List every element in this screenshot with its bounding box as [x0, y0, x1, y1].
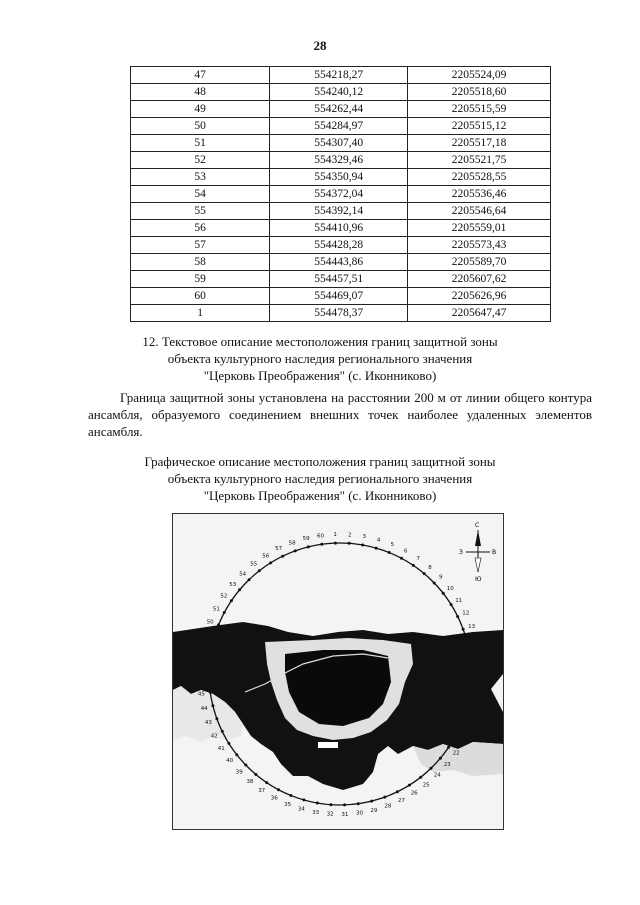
- boundary-point-label: 52: [220, 593, 228, 600]
- y-coordinate-cell: 2205515,59: [408, 101, 551, 118]
- x-coordinate-cell: 554443,86: [270, 254, 408, 271]
- x-coordinate-cell: 554329,46: [270, 152, 408, 169]
- boundary-point-label: 7: [416, 555, 421, 562]
- table-row: [131, 152, 551, 169]
- boundary-point-marker: [289, 794, 292, 797]
- boundary-point-label: 10: [446, 585, 454, 592]
- point-number-cell: 59: [131, 271, 270, 288]
- boundary-point-label: 30: [356, 810, 363, 817]
- boundary-point-marker: [375, 547, 378, 550]
- point-number-cell: 49: [131, 101, 270, 118]
- boundary-point-marker: [442, 592, 445, 595]
- boundary-point-label: 2: [348, 532, 352, 539]
- x-coordinate-cell: 554457,51: [270, 271, 408, 288]
- boundary-point-label: 3: [362, 534, 367, 541]
- table-row: [131, 305, 551, 322]
- boundary-point-label: 14: [472, 638, 480, 645]
- boundary-point-marker: [468, 695, 471, 698]
- boundary-point-label: 53: [229, 582, 237, 588]
- x-coordinate-cell: 554469,07: [270, 288, 408, 305]
- church-marker: [318, 742, 338, 748]
- boundary-point-marker: [223, 611, 226, 614]
- point-number-cell: 54: [131, 186, 270, 203]
- boundary-point-marker: [221, 730, 224, 733]
- boundary-map: [172, 513, 504, 830]
- boundary-point-label: 26: [410, 790, 418, 797]
- boundary-point-marker: [215, 717, 218, 720]
- boundary-point-marker: [307, 545, 310, 548]
- x-coordinate-cell: 554240,12: [270, 84, 408, 101]
- table-row: [131, 254, 551, 271]
- boundary-point-label: 24: [433, 772, 441, 779]
- boundary-point-marker: [343, 803, 346, 806]
- boundary-point-marker: [361, 544, 364, 547]
- boundary-point-label: 48: [198, 647, 206, 654]
- table-row: [131, 135, 551, 152]
- x-coordinate-cell: 554410,96: [270, 220, 408, 237]
- y-coordinate-cell: 2205559,01: [408, 220, 551, 237]
- boundary-point-label: 57: [275, 546, 283, 553]
- boundary-point-marker: [464, 709, 467, 712]
- compass-west-label: З: [459, 549, 463, 556]
- x-coordinate-cell: 554350,94: [270, 169, 408, 186]
- boundary-point-label: 40: [226, 758, 234, 765]
- boundary-point-marker: [454, 734, 457, 737]
- boundary-point-marker: [412, 564, 415, 567]
- point-number-cell: 58: [131, 254, 270, 271]
- boundary-point-label: 49: [201, 633, 209, 640]
- boundary-point-label: 50: [206, 619, 214, 626]
- graphic-description-heading: [0, 453, 640, 504]
- boundary-point-label: 28: [384, 803, 392, 810]
- boundary-point-marker: [209, 691, 212, 694]
- boundary-paragraph: [88, 389, 592, 440]
- boundary-paragraph-text: Граница защитной зоны установлена на расстоянии 200 м от линии общего контура ансамбля, образуемого соединением внешних точек наиболее удаленных элементов ансамбля.: [88, 390, 592, 439]
- x-coordinate-cell: 554428,28: [270, 237, 408, 254]
- compass-east-label: В: [492, 549, 497, 556]
- point-number-cell: 52: [131, 152, 270, 169]
- boundary-point-marker: [329, 803, 332, 806]
- point-number-cell: 1: [131, 305, 270, 322]
- point-number-cell: 60: [131, 288, 270, 305]
- boundary-point-marker: [294, 549, 297, 552]
- point-number-cell: 55: [131, 203, 270, 220]
- boundary-point-label: 29: [370, 807, 378, 814]
- boundary-point-marker: [370, 800, 373, 803]
- table-row: [131, 186, 551, 203]
- boundary-point-marker: [400, 557, 403, 560]
- boundary-point-label: 13: [468, 624, 476, 631]
- boundary-point-marker: [254, 773, 257, 776]
- boundary-point-marker: [383, 796, 386, 799]
- boundary-point-label: 47: [196, 662, 204, 669]
- boundary-point-label: 11: [455, 597, 463, 604]
- boundary-point-label: 8: [428, 564, 432, 571]
- boundary-point-label: 42: [210, 733, 218, 740]
- y-coordinate-cell: 2205521,75: [408, 152, 551, 169]
- compass-north-label: С: [475, 522, 480, 529]
- point-number-cell: 48: [131, 84, 270, 101]
- boundary-point-label: 38: [246, 779, 254, 786]
- boundary-point-label: 56: [262, 553, 270, 560]
- text-heading-line-3: "Церковь Преображения" (с. Иконниково): [203, 368, 437, 383]
- boundary-point-marker: [258, 569, 261, 572]
- boundary-point-marker: [468, 654, 471, 657]
- boundary-point-marker: [388, 551, 391, 554]
- point-number-cell: 53: [131, 169, 270, 186]
- boundary-point-marker: [210, 650, 213, 653]
- boundary-point-label: 12: [462, 610, 470, 617]
- boundary-point-marker: [456, 615, 459, 618]
- boundary-point-label: 54: [239, 571, 247, 578]
- boundary-point-label: 36: [270, 795, 278, 802]
- boundary-point-label: 27: [397, 797, 405, 804]
- y-coordinate-cell: 2205536,46: [408, 186, 551, 203]
- table-row: [131, 101, 551, 118]
- table-row: [131, 271, 551, 288]
- boundary-point-marker: [334, 542, 337, 545]
- boundary-point-marker: [277, 788, 280, 791]
- boundary-point-marker: [466, 641, 469, 644]
- point-number-cell: 47: [131, 67, 270, 84]
- x-coordinate-cell: 554307,40: [270, 135, 408, 152]
- graphic-heading-line-3: "Церковь Преображения" (с. Иконниково): [203, 488, 437, 503]
- y-coordinate-cell: 2205573,43: [408, 237, 551, 254]
- y-coordinate-cell: 2205524,09: [408, 67, 551, 84]
- boundary-point-label: 25: [422, 782, 430, 789]
- boundary-point-label: 41: [217, 746, 225, 753]
- y-coordinate-cell: 2205528,55: [408, 169, 551, 186]
- boundary-point-label: 16: [476, 667, 484, 674]
- graphic-heading-line-1: Графическое описание местоположения границ защитной зоны: [144, 454, 496, 469]
- boundary-point-label: 23: [443, 762, 451, 768]
- text-description-heading: [0, 333, 640, 384]
- y-coordinate-cell: 2205546,64: [408, 203, 551, 220]
- boundary-point-marker: [462, 628, 465, 631]
- boundary-point-label: 34: [297, 806, 305, 813]
- boundary-point-marker: [439, 757, 442, 760]
- table-row: [131, 67, 551, 84]
- boundary-point-marker: [265, 781, 268, 784]
- graphic-heading-line-2: объекта культурного наследия регионального значения: [167, 471, 473, 486]
- boundary-point-label: 9: [438, 574, 443, 581]
- boundary-point-marker: [423, 572, 426, 575]
- boundary-point-label: 19: [471, 710, 479, 717]
- boundary-map-svg: [173, 514, 503, 829]
- point-number-cell: 51: [131, 135, 270, 152]
- y-coordinate-cell: 2205518,60: [408, 84, 551, 101]
- boundary-point-marker: [269, 561, 272, 564]
- boundary-point-marker: [430, 767, 433, 770]
- boundary-point-label: 46: [196, 676, 204, 683]
- y-coordinate-cell: 2205607,62: [408, 271, 551, 288]
- boundary-point-marker: [217, 623, 220, 626]
- point-number-cell: 57: [131, 237, 270, 254]
- y-coordinate-cell: 2205517,18: [408, 135, 551, 152]
- boundary-point-label: 44: [200, 705, 208, 712]
- boundary-point-label: 60: [317, 533, 324, 540]
- boundary-point-marker: [419, 776, 422, 779]
- boundary-point-marker: [316, 802, 319, 805]
- boundary-point-marker: [244, 764, 247, 767]
- boundary-point-marker: [348, 542, 351, 545]
- boundary-point-marker: [469, 682, 472, 685]
- boundary-point-marker: [238, 588, 241, 591]
- table-row: [131, 84, 551, 101]
- boundary-point-marker: [433, 582, 436, 585]
- x-coordinate-cell: 554284,97: [270, 118, 408, 135]
- boundary-point-marker: [208, 663, 211, 666]
- boundary-point-label: 51: [212, 606, 220, 613]
- boundary-point-marker: [213, 636, 216, 639]
- boundary-point-label: 37: [258, 788, 266, 795]
- boundary-point-label: 55: [250, 561, 258, 568]
- x-coordinate-cell: 554372,04: [270, 186, 408, 203]
- boundary-point-label: 1: [333, 532, 337, 539]
- table-row: [131, 203, 551, 220]
- boundary-point-label: 20: [466, 724, 474, 731]
- coordinates-table: [130, 66, 551, 322]
- x-coordinate-cell: 554218,27: [270, 67, 408, 84]
- compass-rose: [459, 522, 496, 583]
- boundary-point-marker: [408, 784, 411, 787]
- boundary-point-marker: [230, 599, 233, 602]
- boundary-point-marker: [302, 798, 305, 801]
- boundary-point-label: 5: [390, 542, 395, 549]
- x-coordinate-cell: 554262,44: [270, 101, 408, 118]
- boundary-point-label: 22: [452, 750, 460, 757]
- x-coordinate-cell: 554392,14: [270, 203, 408, 220]
- point-number-cell: 56: [131, 220, 270, 237]
- boundary-point-marker: [357, 802, 360, 805]
- boundary-point-label: 32: [326, 811, 334, 818]
- text-heading-line-1: 12. Текстовое описание местоположения границ защитной зоны: [142, 334, 498, 349]
- boundary-point-marker: [208, 677, 211, 680]
- boundary-point-marker: [396, 790, 399, 793]
- boundary-point-marker: [469, 668, 472, 671]
- boundary-point-label: 6: [403, 548, 408, 555]
- boundary-point-label: 58: [288, 540, 296, 547]
- point-number-cell: 50: [131, 118, 270, 135]
- boundary-point-label: 31: [341, 811, 349, 818]
- compass-south-label: Ю: [475, 576, 482, 583]
- boundary-point-marker: [320, 543, 323, 546]
- x-coordinate-cell: 554478,37: [270, 305, 408, 322]
- boundary-point-label: 39: [235, 769, 243, 776]
- table-row: [131, 220, 551, 237]
- boundary-point-label: 59: [302, 536, 310, 543]
- y-coordinate-cell: 2205589,70: [408, 254, 551, 271]
- boundary-point-marker: [447, 746, 450, 749]
- boundary-point-marker: [281, 555, 284, 558]
- boundary-point-marker: [227, 742, 230, 745]
- y-coordinate-cell: 2205515,12: [408, 118, 551, 135]
- boundary-point-label: 45: [197, 691, 205, 698]
- y-coordinate-cell: 2205626,96: [408, 288, 551, 305]
- text-heading-line-2: объекта культурного наследия регионального значения: [167, 351, 473, 366]
- table-row: [131, 169, 551, 186]
- boundary-point-label: 35: [284, 801, 292, 808]
- boundary-point-marker: [460, 722, 463, 725]
- boundary-point-label: 15: [475, 652, 483, 659]
- boundary-point-marker: [248, 578, 251, 581]
- boundary-point-marker: [211, 704, 214, 707]
- table-row: [131, 237, 551, 254]
- boundary-point-label: 43: [204, 719, 212, 726]
- boundary-point-label: 4: [376, 537, 381, 544]
- boundary-point-label: 21: [460, 737, 468, 744]
- table-row: [131, 288, 551, 305]
- boundary-point-label: 17: [476, 681, 484, 688]
- page-number: 28: [313, 38, 327, 53]
- table-row: [131, 118, 551, 135]
- y-coordinate-cell: 2205647,47: [408, 305, 551, 322]
- boundary-point-marker: [450, 603, 453, 606]
- boundary-point-label: 33: [312, 809, 320, 816]
- boundary-point-label: 18: [474, 696, 482, 703]
- boundary-point-marker: [235, 753, 238, 756]
